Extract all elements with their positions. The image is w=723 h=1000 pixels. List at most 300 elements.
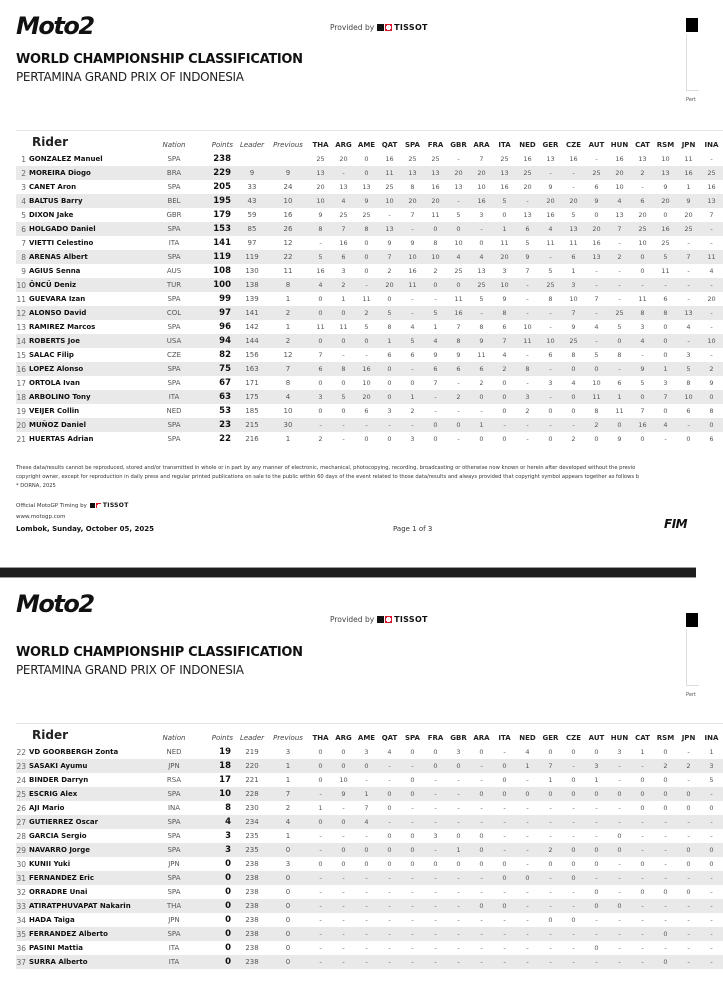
race-result: 16 (615, 155, 624, 163)
rider-name: RAMIREZ Marcos (29, 323, 96, 331)
race-result: - (378, 418, 401, 432)
race-result: - (365, 888, 368, 896)
race-result: - (516, 899, 539, 913)
race-result: 10 (477, 183, 486, 191)
column-header-previous: Previous (267, 131, 309, 153)
race-result: - (470, 222, 493, 236)
race-result: 1 (433, 323, 438, 331)
rider-points: 19 (219, 747, 231, 757)
rider-points: 3 (199, 843, 237, 857)
disclaimer-line: copyright owner, except for reproduction in daily press and regular printed publications on sale to the public within 60 days of the event related to those data/results and always provided that copyright symbol appears together as follows b (16, 474, 639, 480)
race-result: 0 (387, 295, 392, 303)
table-row (16, 376, 723, 390)
gap-to-leader: 235 (237, 843, 267, 857)
race-result: - (424, 927, 447, 941)
rider-position: 28 (16, 831, 26, 841)
race-result: 11 (638, 295, 647, 303)
official-timing (16, 502, 129, 509)
rider-name: ORRADRE Unai (29, 888, 88, 896)
gap-to-previous: 12 (283, 239, 293, 247)
race-result: 13 (615, 211, 624, 219)
provided-by (330, 23, 428, 32)
rider-nation: RSA (166, 776, 182, 784)
race-result: - (710, 323, 713, 331)
gap-to-previous: 22 (267, 250, 309, 264)
table-row (16, 941, 723, 955)
race-result: 1 (571, 267, 576, 275)
race-result: 5 (424, 306, 447, 320)
gap-to-previous: 1 (285, 435, 291, 443)
race-result: 9 (617, 435, 622, 443)
race-result: 5 (548, 267, 553, 275)
race-result: 2 (433, 267, 438, 275)
rider-points: 18 (199, 759, 237, 773)
race-result: 0 (686, 435, 691, 443)
race-result: 0 (387, 804, 392, 812)
race-result: - (493, 955, 516, 969)
race-result: 6 (364, 407, 369, 415)
race-result: - (447, 871, 470, 885)
race-result: 9 (631, 362, 654, 376)
race-result: 11 (615, 407, 624, 415)
rider-points: 97 (199, 306, 237, 320)
race-result: 5 (456, 211, 461, 219)
race-result: - (539, 390, 562, 404)
race-result: 0 (571, 407, 576, 415)
corner-black-box (686, 18, 698, 32)
race-result: 10 (401, 250, 424, 264)
race-result: - (710, 832, 713, 840)
website-link[interactable]: www.motogp.com (16, 514, 66, 520)
race-result: - (378, 899, 401, 913)
race-result: 16 (631, 418, 654, 432)
rider-nation: BEL (149, 194, 199, 208)
race-result: 0 (631, 787, 654, 801)
race-result: 4 (410, 323, 415, 331)
race-result: - (342, 804, 345, 812)
gap-to-leader: 142 (245, 323, 259, 331)
race-result: 0 (502, 860, 507, 868)
race-result: - (687, 944, 690, 952)
race-result: 2 (700, 362, 723, 376)
race-result: - (365, 832, 368, 840)
race-result: 0 (640, 435, 645, 443)
gap-to-previous: 2 (267, 334, 309, 348)
race-result: 0 (424, 759, 447, 773)
table-row (16, 899, 723, 913)
rider-points: 195 (199, 194, 237, 208)
race-result: - (401, 815, 424, 829)
race-result: - (585, 278, 608, 292)
race-result: - (572, 832, 575, 840)
tissot-logo (377, 23, 428, 32)
rider-position: 7 (21, 238, 26, 248)
svg-text:Moto2: Moto2 (16, 12, 94, 40)
rider-nation: SPA (149, 362, 199, 376)
classification-table (16, 723, 723, 969)
rider-name: SALAC Filip (29, 351, 74, 359)
race-result: - (434, 804, 437, 812)
race-result: - (434, 944, 437, 952)
race-result: - (641, 916, 644, 924)
table-row (16, 166, 723, 180)
column-header-race: NED (516, 131, 539, 153)
race-result: - (388, 888, 391, 896)
race-result: 0 (594, 944, 599, 952)
race-result: - (700, 927, 723, 941)
svg-text:Moto2: Moto2 (16, 590, 94, 618)
rider-points: 153 (199, 222, 237, 236)
race-result: 5 (401, 334, 424, 348)
gap-to-leader: 238 (237, 955, 267, 969)
table-row (16, 927, 723, 941)
rider-position: 27 (16, 815, 29, 829)
race-result: 4 (594, 323, 599, 331)
rider-points: 0 (199, 899, 237, 913)
race-result: 5 (654, 250, 677, 264)
rider-name: ARBOLINO Tony (29, 390, 149, 404)
race-result: - (309, 787, 332, 801)
tissot-logo (377, 615, 428, 624)
race-result: 7 (378, 250, 401, 264)
rider-name: HOLGADO Daniel (29, 222, 149, 236)
table-row (16, 871, 723, 885)
race-result: 8 (631, 306, 654, 320)
rider-nation: SPA (167, 323, 181, 331)
race-result: 0 (364, 239, 369, 247)
table-row (16, 320, 723, 334)
race-result: 0 (686, 860, 691, 868)
gap-to-previous: 11 (283, 267, 293, 275)
table-row (16, 815, 723, 829)
race-result: 0 (654, 787, 677, 801)
table-row (16, 787, 723, 801)
rider-points: 22 (219, 434, 231, 444)
race-result: 0 (318, 407, 323, 415)
race-result: 4 (654, 418, 677, 432)
rider-nation: ITA (149, 955, 199, 969)
race-result: 2 (410, 407, 415, 415)
race-result: 13 (585, 250, 608, 264)
race-result: - (401, 871, 424, 885)
column-header-points: Points (199, 131, 237, 153)
race-result: 20 (447, 166, 470, 180)
column-header-race: ARG (332, 131, 355, 153)
race-result: - (631, 899, 654, 913)
rider-position: 34 (16, 915, 26, 925)
race-result: - (480, 916, 483, 924)
race-result: - (457, 944, 460, 952)
rider-nation: TUR (149, 278, 199, 292)
race-result: - (549, 944, 552, 952)
column-header-race: ARG (332, 724, 355, 746)
race-result: - (457, 407, 460, 415)
rider-name: BINDER Darryn (29, 776, 89, 784)
race-result: - (411, 295, 414, 303)
page-title: WORLD CHAMPIONSHIP CLASSIFICATION (16, 52, 303, 67)
race-result: - (378, 871, 401, 885)
race-result: 2 (631, 166, 654, 180)
race-result: - (700, 787, 723, 801)
race-result: 0 (502, 776, 507, 784)
race-result: 6 (309, 362, 332, 376)
race-result: 11 (516, 334, 539, 348)
race-result: 25 (385, 183, 394, 191)
rider-nation: ITA (149, 390, 199, 404)
race-result: 3 (410, 435, 415, 443)
race-result: 8 (387, 323, 392, 331)
race-result: - (654, 871, 677, 885)
race-result: 0 (548, 916, 553, 924)
race-result: - (447, 815, 470, 829)
race-result: - (388, 916, 391, 924)
race-result: 6 (516, 222, 539, 236)
race-result: 1 (686, 183, 691, 191)
column-header-race: GER (539, 724, 562, 746)
race-result: 3 (502, 267, 507, 275)
race-result: - (654, 899, 677, 913)
race-result: - (664, 944, 667, 952)
race-result: 0 (410, 860, 415, 868)
race-result: - (470, 927, 493, 941)
rider-position: 17 (16, 378, 26, 388)
race-result: 10 (569, 295, 578, 303)
rider-name: PASINI Mattia (29, 944, 83, 952)
race-result: 3 (686, 351, 691, 359)
race-result: 0 (433, 748, 438, 756)
race-result: 1 (709, 748, 714, 756)
race-result: 0 (309, 306, 332, 320)
race-result: 8 (709, 407, 714, 415)
race-result: 2 (654, 759, 677, 773)
rider-name: ALONSO David (29, 306, 149, 320)
rider-name: BALTUS Barry (29, 194, 149, 208)
race-result: 1 (640, 748, 645, 756)
race-result: 0 (433, 435, 438, 443)
race-result: 0 (355, 250, 378, 264)
race-result: 7 (608, 222, 631, 236)
rider-points: 4 (199, 815, 237, 829)
race-result: - (457, 916, 460, 924)
column-header-race: HUN (608, 131, 631, 153)
race-result: 7 (640, 407, 645, 415)
column-header-race: HUN (608, 724, 631, 746)
race-result: - (549, 888, 552, 896)
gap-to-previous: 8 (285, 379, 291, 387)
race-result: - (631, 759, 654, 773)
race-result: 20 (339, 155, 348, 163)
race-result: - (516, 278, 539, 292)
provided-by-label: Provided by (330, 615, 375, 624)
race-result: 7 (525, 267, 530, 275)
race-result: - (539, 955, 562, 969)
race-result: 20 (355, 390, 378, 404)
race-result: 25 (700, 166, 723, 180)
race-result: - (457, 155, 460, 163)
race-result: - (503, 748, 506, 756)
rider-name: ORTOLA Ivan (29, 379, 80, 387)
race-result: 0 (585, 843, 608, 857)
race-result: 8 (410, 183, 415, 191)
race-result: - (700, 899, 723, 913)
race-result: - (654, 278, 677, 292)
race-result: 2 (571, 435, 576, 443)
race-result: 9 (709, 379, 714, 387)
rider-nation: USA (149, 334, 199, 348)
rider-points: 0 (225, 943, 231, 953)
race-result: - (539, 250, 562, 264)
race-result: - (562, 418, 585, 432)
rider-points: 141 (213, 238, 231, 248)
rider-nation: SPA (167, 183, 181, 191)
race-result: 0 (332, 306, 355, 320)
race-result: 5 (493, 194, 516, 208)
race-result: 8 (594, 407, 599, 415)
race-result: - (319, 944, 322, 952)
race-result: - (700, 306, 723, 320)
race-result: - (549, 804, 552, 812)
race-result: 10 (362, 379, 371, 387)
column-header-race: CAT (631, 724, 654, 746)
race-result: - (332, 418, 355, 432)
race-result: - (503, 944, 506, 952)
race-result: - (664, 832, 667, 840)
gap-to-leader (237, 152, 267, 166)
race-result: 13 (477, 267, 486, 275)
race-result: 2 (493, 362, 516, 376)
race-result: 9 (502, 295, 507, 303)
race-result: 9 (410, 239, 415, 247)
race-result: 0 (516, 787, 539, 801)
race-result: - (608, 927, 631, 941)
race-result: 0 (364, 435, 369, 443)
race-result: 25 (408, 155, 417, 163)
race-result: 8 (686, 379, 691, 387)
race-result: - (641, 183, 644, 191)
moto2-logo (16, 14, 126, 38)
race-result: - (585, 927, 608, 941)
race-result: 4 (470, 250, 493, 264)
race-result: 1 (318, 804, 323, 812)
rider-nation: SPA (149, 871, 199, 885)
race-result: - (618, 804, 621, 812)
race-result: 0 (608, 334, 631, 348)
race-result: - (549, 323, 552, 331)
race-result: - (332, 955, 355, 969)
column-header-race: INA (700, 724, 723, 746)
race-result: 0 (663, 407, 668, 415)
rider-nation: GBR (166, 211, 182, 219)
race-result: - (526, 776, 529, 784)
race-result: - (355, 899, 378, 913)
race-result: - (641, 944, 644, 952)
race-result: 0 (479, 435, 484, 443)
race-result: 10 (539, 334, 562, 348)
race-result: - (618, 295, 621, 303)
race-result: - (503, 832, 506, 840)
rider-nation: SPA (167, 832, 181, 840)
race-result: 0 (318, 776, 323, 784)
rider-name: VIETTI Celestino (29, 239, 94, 247)
race-result: 11 (700, 250, 723, 264)
race-result: 1 (493, 222, 516, 236)
rider-position: 24 (16, 775, 26, 785)
race-result: 13 (700, 194, 723, 208)
gap-to-leader: 144 (237, 334, 267, 348)
race-result: 6 (332, 250, 355, 264)
race-result: 4 (332, 194, 355, 208)
race-result: 16 (339, 239, 348, 247)
race-result: 9 (433, 351, 438, 359)
race-result: 3 (479, 211, 484, 219)
gap-to-previous: 4 (267, 815, 309, 829)
race-result: 0 (608, 899, 631, 913)
copyright-disclaimer (16, 464, 706, 491)
race-result: 10 (309, 194, 332, 208)
race-result: 16 (447, 306, 470, 320)
race-result: 0 (631, 390, 654, 404)
race-result: 6 (424, 362, 447, 376)
race-result: - (457, 776, 460, 784)
race-result: 6 (631, 194, 654, 208)
race-result: 3 (700, 759, 723, 773)
race-result: 0 (493, 871, 516, 885)
table-row (16, 236, 723, 250)
race-result: 0 (318, 748, 323, 756)
race-result: 13 (309, 166, 332, 180)
rider-name: ARENAS Albert (29, 250, 149, 264)
race-result: - (332, 871, 355, 885)
race-result: 0 (539, 787, 562, 801)
race-result: 8 (571, 351, 576, 359)
race-result: 16 (707, 183, 716, 191)
race-result: - (401, 927, 424, 941)
race-result: 0 (594, 860, 599, 868)
rider-points: 53 (219, 406, 231, 416)
race-result: 20 (638, 211, 647, 219)
race-result: 8 (654, 306, 677, 320)
race-result: 7 (493, 334, 516, 348)
race-result: 6 (548, 351, 553, 359)
rider-nation: JPN (149, 759, 199, 773)
race-result: 0 (378, 843, 401, 857)
rider-position: 1 (21, 154, 26, 164)
rider-position: 22 (16, 747, 26, 757)
race-result: 25 (362, 211, 371, 219)
column-header-race: SPA (401, 724, 424, 746)
event-dateline: Lombok, Sunday, October 05, 2025 (16, 525, 155, 533)
corner-black-box (686, 613, 698, 627)
gap-to-leader: 235 (245, 832, 259, 840)
race-result: 0 (318, 379, 323, 387)
race-result: - (641, 832, 644, 840)
race-result: 1 (378, 334, 401, 348)
race-result: 25 (316, 155, 325, 163)
race-result: 3 (562, 278, 585, 292)
race-result: - (493, 927, 516, 941)
rider-points: 67 (219, 378, 231, 388)
rider-name: GARCIA Sergio (29, 832, 87, 840)
race-result: - (332, 166, 355, 180)
gap-to-previous: 26 (267, 222, 309, 236)
race-result: - (654, 815, 677, 829)
race-result: - (516, 418, 539, 432)
race-result: 2 (608, 250, 631, 264)
race-result: 1 (608, 390, 631, 404)
tissot-logo-small (90, 502, 129, 509)
race-result: 20 (562, 194, 585, 208)
race-result: 4 (686, 323, 691, 331)
